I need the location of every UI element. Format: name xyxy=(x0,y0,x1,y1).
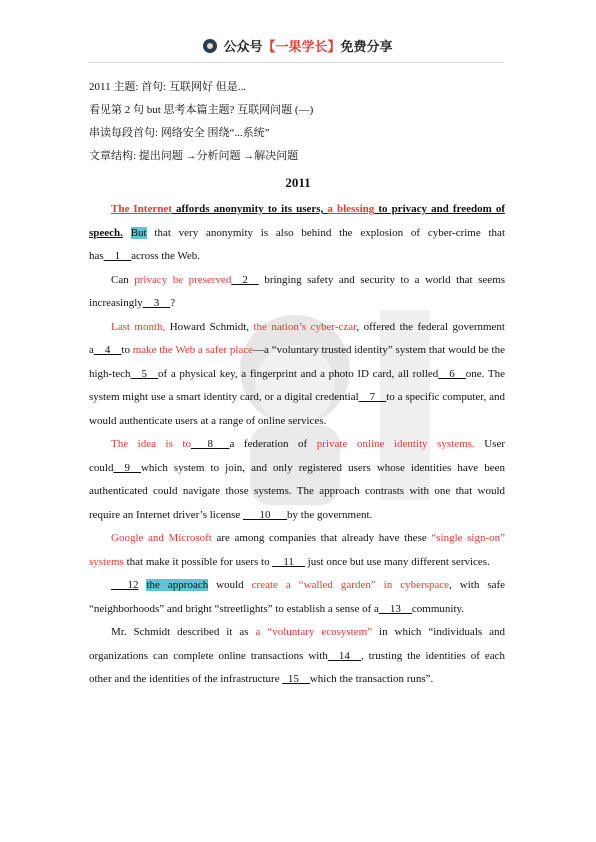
phrase: “single sign-on” systems xyxy=(89,532,505,568)
text: bringing safety and security to a world that seems increasingly xyxy=(89,273,505,309)
phrase: privacy be preserved xyxy=(134,273,232,286)
blank-10: ___10___ xyxy=(243,508,288,521)
text: Can xyxy=(111,273,135,286)
blank-12: ___12 xyxy=(111,579,139,591)
text: to a specific computer, and would authenticate users at a range of online services. xyxy=(89,391,505,427)
paragraph-2 xyxy=(89,269,505,316)
blank-3: __3__ xyxy=(142,297,171,309)
paragraph-1 xyxy=(89,198,505,269)
note-line: 2011 主题: 首句: 互联网好 但是... xyxy=(89,81,246,93)
paragraph-6 xyxy=(89,574,505,621)
text: User could xyxy=(89,438,505,474)
text: Howard Schmidt, xyxy=(165,320,254,333)
note-line: 文章结构: 提出问题 →分析问题 →解决问题 xyxy=(89,150,299,162)
blank-1: __1__ xyxy=(103,250,132,262)
blank-8: ___8___ xyxy=(190,438,230,450)
text: would xyxy=(208,579,252,591)
text: a federation of xyxy=(229,438,317,450)
page-header xyxy=(0,36,596,55)
text: that make it possible for users to xyxy=(123,555,273,568)
text: across the Web. xyxy=(131,250,201,262)
phrase: a “voluntary ecosystem” xyxy=(255,626,373,638)
phrase: The idea is to xyxy=(111,438,191,450)
text: community. xyxy=(411,602,465,615)
paragraph-4 xyxy=(89,433,505,527)
phrase: The Internet xyxy=(111,203,172,215)
text: to xyxy=(121,344,133,356)
text: which the transaction runs”. xyxy=(309,673,434,685)
phrase: affords anonymity to its users, xyxy=(171,203,328,215)
paragraph-7 xyxy=(89,621,505,692)
blank-14: __14__ xyxy=(327,649,361,662)
avatar-icon xyxy=(203,39,217,53)
text: , trusting the identities of each other and the identities of the infrastructure xyxy=(89,649,506,685)
phrase: to privacy and freedom of speech. xyxy=(89,203,505,239)
blank-7: __7__ xyxy=(358,391,387,403)
text: , offered the federal government a xyxy=(89,320,505,356)
phrase: make the Web a safer place xyxy=(132,344,254,356)
blank-11: __11__ xyxy=(272,555,305,568)
text: one. The system might use a smart identity card, or a digital credential xyxy=(89,367,505,403)
phrase: a blessing xyxy=(327,203,375,215)
text: of a physical key, a fingerprint and a photo ID card, all rolled xyxy=(158,367,439,380)
blank-4: __4__ xyxy=(93,344,122,356)
blank-6: __6__ xyxy=(438,367,466,380)
highlight-the-approach: the approach xyxy=(146,579,209,591)
blank-13: __13__ xyxy=(378,602,412,615)
study-notes xyxy=(89,76,509,168)
text: by the government. xyxy=(287,508,373,521)
header-brand: 【一果学长】 xyxy=(262,40,341,55)
phrase: private online identity systems. xyxy=(316,438,475,450)
space xyxy=(123,227,131,239)
text: which system to join, and only registered users whose identities have been authenticated could navigate those systems. The approach contrasts with one that would require an Internet driver’s license xyxy=(89,461,505,521)
paragraph-3 xyxy=(89,316,505,434)
phrase: create a “walled garden” in cyberspace xyxy=(251,579,450,591)
text: , with safe “neighborhoods” and bright “streetlights” to establish a sense of a xyxy=(89,579,506,615)
text: that very anonymity is also behind the explosion of cyber-crime that has xyxy=(89,226,505,262)
article-title: 2011 xyxy=(285,175,311,190)
phrase: Last month, xyxy=(111,320,166,333)
phrase: the nation’s cyber-czar xyxy=(253,320,357,333)
text: in which “individuals and organizations can complete online transactions with xyxy=(89,626,505,662)
blank-15: _15__ xyxy=(282,673,310,685)
paragraph-5 xyxy=(89,527,505,574)
blank-2: __2__ xyxy=(231,273,259,286)
header-suffix: 免费分享 xyxy=(340,40,393,55)
header-divider xyxy=(89,62,504,63)
text: Mr. Schmidt described it as xyxy=(111,626,256,638)
phrase: Google and Microsoft xyxy=(111,532,212,544)
note-line: 看见第 2 句 but 思考本篇主题? 互联网问题 (—) xyxy=(89,104,314,116)
text: ? xyxy=(170,297,176,309)
header-prefix: 公众号 xyxy=(223,40,263,55)
highlight-but: But xyxy=(130,226,147,239)
text: are among companies that already have these xyxy=(211,532,432,544)
note-line: 串读每段首句: 网络安全 围绕“...系统” xyxy=(89,127,270,139)
text: —a “voluntary trusted identity” system that would be the high-tech xyxy=(89,344,505,380)
blank-9: __9__ xyxy=(113,461,141,474)
article-body xyxy=(89,198,505,692)
blank-5: __5__ xyxy=(130,367,159,380)
text: just once but use many different services. xyxy=(304,555,490,568)
